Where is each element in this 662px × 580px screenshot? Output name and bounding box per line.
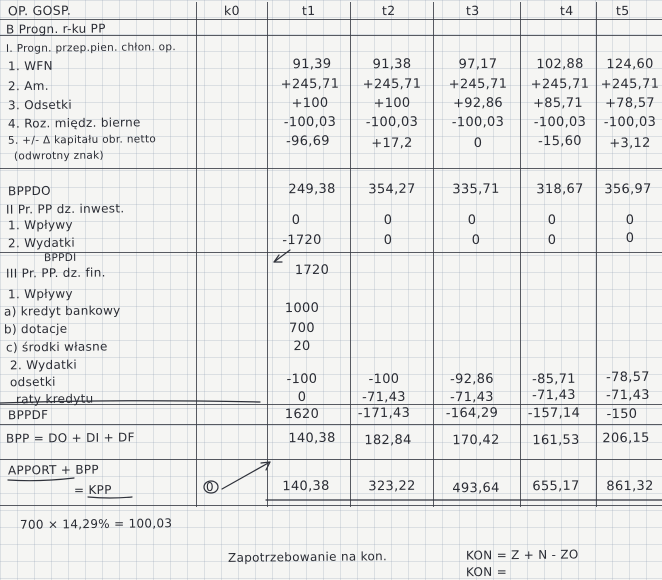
underline [8, 478, 74, 481]
cell-value: 0 [547, 232, 557, 249]
cell-value: +245,71 [600, 76, 660, 93]
total-value: 161,53 [532, 432, 580, 449]
period-header: t2 [381, 2, 396, 19]
row-label: 5. +/- Δ kapitału obr. netto [7, 133, 157, 147]
row-label-note: (odwrotny znak) [13, 149, 104, 163]
cell-value: 0 [383, 212, 393, 229]
row-label: c) środki własne [5, 339, 108, 355]
kpp-label: = KPP [73, 482, 112, 498]
total-value: -164,29 [445, 405, 499, 422]
cell-value: +245,71 [280, 76, 340, 93]
total-value: 170,42 [452, 432, 500, 449]
kpp-value: 493,64 [452, 480, 500, 497]
row-label: 3. Odsetki [7, 97, 73, 113]
cell-value: +100 [291, 95, 329, 112]
subsection-title: I. Progn. przep.pien. chłon. op. [5, 41, 177, 55]
row-label: 1. Wpływy [7, 217, 73, 233]
cell-value: -71,43 [606, 387, 650, 404]
cell-value: +245,71 [530, 76, 590, 93]
total-value: -150 [606, 406, 638, 423]
section-title: III Pr. PP. dz. fin. [5, 265, 106, 281]
row-label: a) kredyt bankowy [3, 303, 121, 319]
row-label: 2. Wydatki [7, 235, 76, 251]
total-value: -157,14 [527, 405, 581, 422]
cell-value: +92,86 [452, 95, 504, 112]
header-label: OP. GOSP. [7, 2, 72, 19]
total-value: 249,38 [288, 181, 336, 198]
cell-value: -100,03 [533, 114, 587, 131]
cell-value: -71,43 [362, 389, 406, 406]
total-value: 354,27 [368, 181, 416, 198]
total-label: BPP = DO + DI + DF [5, 430, 135, 446]
cell-value: 0 [297, 389, 307, 406]
cell-value: -100 [368, 371, 400, 388]
cell-value: 20 [293, 338, 311, 355]
transfer-arrow-icon [222, 462, 270, 489]
cell-value: +3,12 [609, 135, 651, 152]
period-header: t1 [301, 2, 316, 19]
apport-label: APPORT + BPP [7, 462, 99, 478]
cell-value: -96,69 [286, 133, 330, 150]
period-header: t3 [465, 2, 480, 19]
demand-note: Zapotrzebowanie na kon. [227, 549, 388, 565]
row-label: 2. Am. [7, 78, 49, 94]
cell-value: -100,03 [365, 114, 419, 131]
row-label: 4. Roz. międz. bierne [7, 115, 141, 131]
kon-formula: KON = Z + N - ZO [465, 547, 579, 563]
cell-value: -78,57 [606, 369, 650, 386]
kon-formula-2: KON = [465, 564, 508, 580]
cell-value: -15,60 [538, 133, 582, 150]
cell-value: 124,60 [606, 56, 654, 73]
total-value: 356,97 [604, 181, 652, 198]
cell-value: 700 [289, 320, 315, 337]
cell-value: 0 [467, 212, 477, 229]
kpp-value: 861,32 [606, 478, 654, 495]
total-value: 206,15 [602, 430, 650, 447]
total-value: 182,84 [364, 432, 412, 449]
cell-value: 0 [625, 212, 635, 229]
cell-value: 0 [471, 232, 481, 249]
kpp-value: 323,22 [368, 478, 416, 495]
cell-value: +17,2 [371, 135, 413, 152]
period-header: t4 [559, 2, 574, 19]
cell-value: +78,57 [604, 95, 656, 112]
cell-value: -100 [286, 371, 318, 388]
cell-value: -92,86 [450, 371, 494, 388]
total-value: 1620 [284, 406, 320, 423]
row-label: 1. Wpływy [7, 286, 73, 302]
kpp-value: 655,17 [532, 478, 580, 495]
cell-value: -71,43 [450, 389, 494, 406]
zero-circle [204, 481, 218, 493]
cell-value: 97,17 [458, 56, 498, 73]
total-value: 318,67 [536, 181, 584, 198]
cell-value: -85,71 [532, 371, 576, 388]
cell-value: +245,71 [362, 76, 422, 93]
cell-value: +85,71 [532, 95, 584, 112]
cell-value: 0 [383, 232, 393, 249]
total-value: -171,43 [357, 405, 411, 422]
kpp-value: 140,38 [282, 478, 330, 495]
formula-note: 700 × 14,29% = 100,03 [19, 516, 173, 532]
row-label: raty kredytu [15, 391, 94, 407]
cell-value: +100 [373, 95, 411, 112]
cell-value: 1720 [294, 262, 330, 279]
section-title: B Progn. r-ku PP [5, 21, 106, 37]
cell-value: +245,71 [448, 76, 508, 93]
period-header: k0 [223, 2, 240, 19]
cell-value: -100,03 [283, 114, 337, 131]
cell-value: 0 [547, 212, 557, 229]
cell-value: -100,03 [603, 114, 657, 131]
section-note: BPPDI [43, 251, 77, 265]
row-label: b) dotacje [3, 321, 68, 337]
row-label: 1. WFN [7, 58, 53, 74]
row-label: 2. Wydatki [9, 357, 78, 373]
row-label: odsetki [9, 374, 56, 390]
arrow-icon [274, 250, 290, 262]
cell-value: 91,38 [372, 56, 412, 73]
total-value: 335,71 [452, 181, 500, 198]
kpp-value-k0: 0 [205, 479, 215, 495]
total-label: BPPDF [7, 407, 49, 423]
cell-value: 91,39 [292, 56, 332, 73]
period-header: t5 [615, 2, 630, 19]
cell-value: 0 [291, 212, 301, 229]
cell-value: 0 [473, 135, 483, 152]
total-label: BPPDO [7, 183, 51, 199]
underline [88, 497, 132, 498]
cell-value: 102,88 [536, 56, 584, 73]
bppdf-separator [0, 401, 260, 403]
cell-value: 1000 [284, 300, 320, 317]
total-value: 140,38 [288, 430, 336, 447]
section-title: II Pr. PP dz. inwest. [5, 201, 125, 217]
cell-value: -71,43 [532, 387, 576, 404]
cell-value: 0 [625, 230, 635, 247]
cell-value: -100,03 [451, 114, 505, 131]
cell-value: -1720 [282, 232, 322, 249]
